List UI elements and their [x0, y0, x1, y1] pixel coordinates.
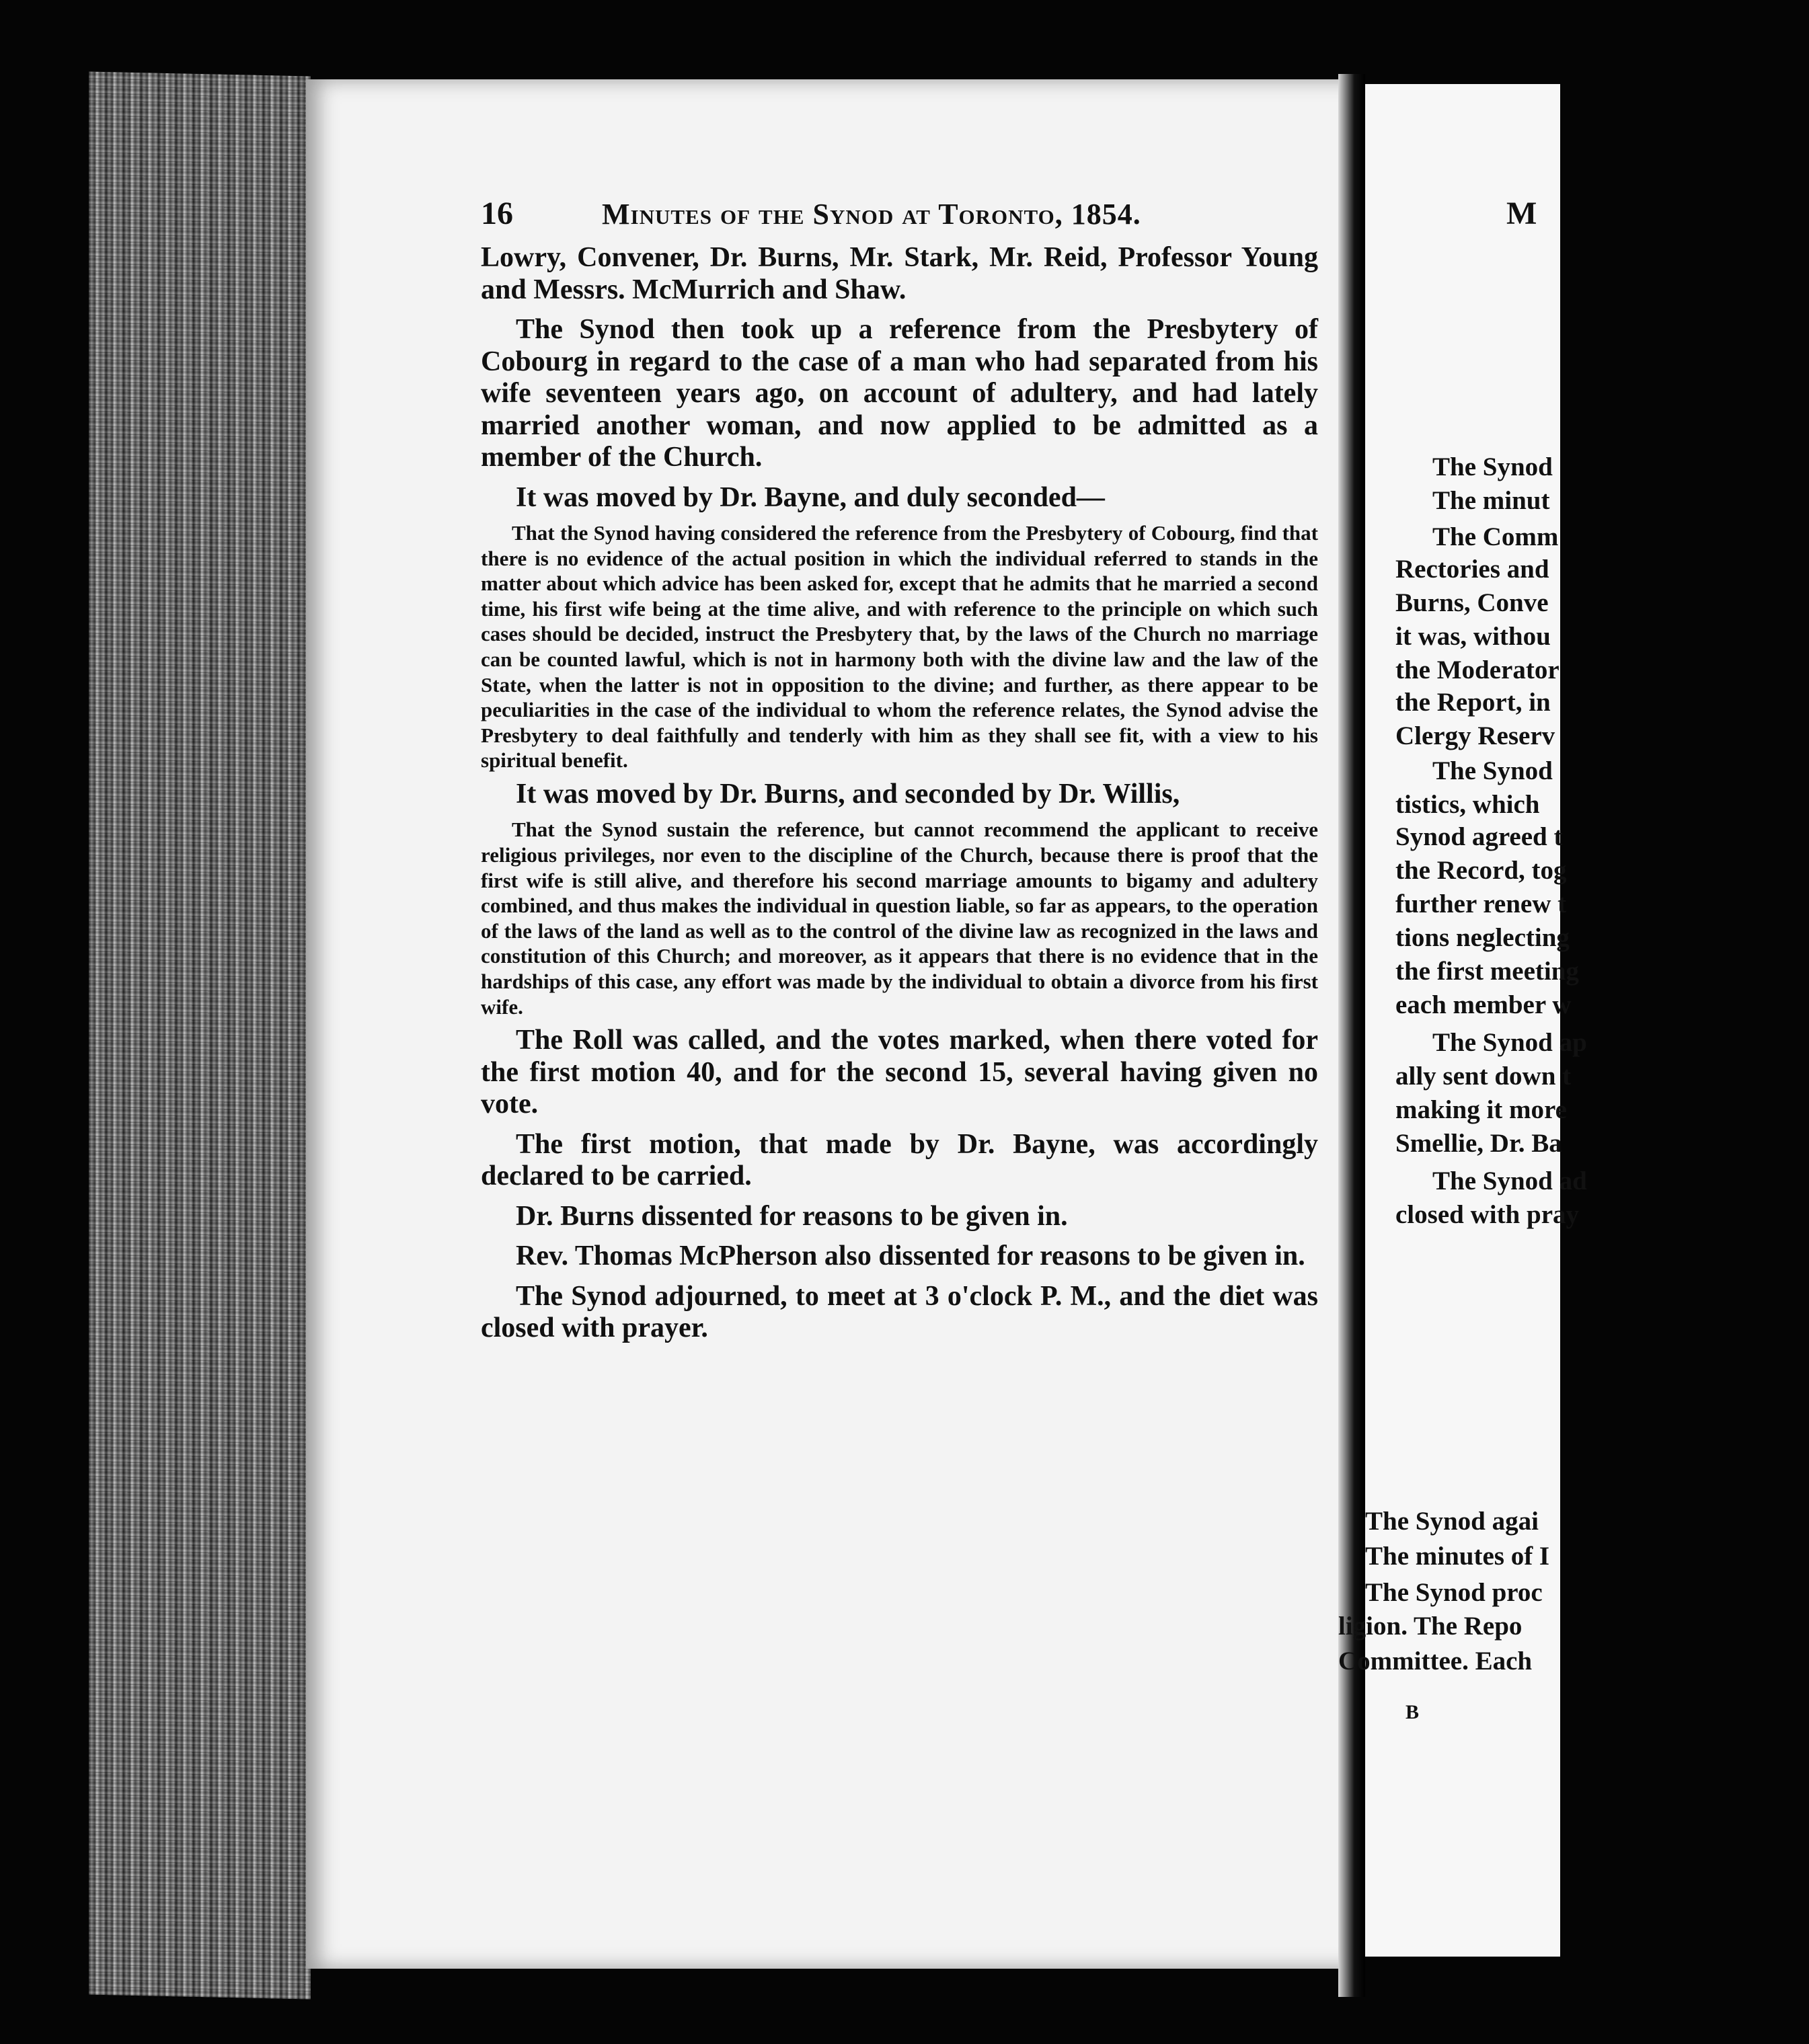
- right-page-line: The minut: [1432, 486, 1550, 515]
- right-page-line: The Synod ad: [1432, 1167, 1587, 1195]
- right-page-line: tistics, which: [1395, 790, 1540, 819]
- paragraph-reference: The Synod then took up a reference from the Presbytery of Cobourg in regard to the case of a man who had separated from his wife seventeen years ago, on account of adultery, and had lately married another woman, and now applied to be admitted as a member of the Church.: [481, 314, 1318, 473]
- paragraph-burns-dissent: Dr. Burns dissented for reasons to be given in.: [516, 1200, 1068, 1232]
- right-page-line: The Synod agai: [1365, 1507, 1539, 1536]
- right-page-line: ligion. The Repo: [1338, 1612, 1523, 1641]
- right-page-line: the Record, tog: [1395, 856, 1567, 885]
- paragraph-motion-bayne: It was moved by Dr. Bayne, and duly seconded—: [516, 481, 1105, 513]
- right-page-line: tions neglecting: [1395, 923, 1570, 952]
- right-page-line: ally sent down t: [1395, 1062, 1572, 1091]
- book-page-edges: [89, 72, 311, 2000]
- right-page-line: further renew t: [1395, 890, 1567, 918]
- right-page-line: The Synod: [1432, 756, 1553, 785]
- paragraph-committee: Lowry, Convener, Dr. Burns, Mr. Stark, Mr. Reid, Professor Young and Messrs. McMurrich and Shaw.: [481, 242, 1318, 305]
- right-page-line: making it more: [1395, 1095, 1567, 1124]
- right-page-line: the Moderator: [1395, 656, 1560, 684]
- right-page-head: M: [1506, 196, 1537, 231]
- right-page-line: Committee. Each: [1338, 1647, 1533, 1676]
- paragraph-mcpherson-dissent: Rev. Thomas McPherson also dissented for reasons to be given in.: [516, 1241, 1305, 1272]
- right-page-line: Clergy Reserv: [1395, 721, 1555, 750]
- running-head: [481, 195, 1318, 235]
- right-page-line: Smellie, Dr. Ba: [1395, 1129, 1562, 1158]
- right-page-line: The Synod ap: [1432, 1028, 1587, 1057]
- right-page-line: The minutes of I: [1365, 1542, 1550, 1571]
- paragraph-roll-call: The Roll was called, and the votes marked, when there voted for the first motion 40, and for the second 15, several having given no vote.: [481, 1025, 1318, 1120]
- right-page-line: Burns, Conve: [1395, 588, 1549, 617]
- paragraph-adjourned: The Synod adjourned, to meet at 3 o'clock P. M., and the diet was closed with prayer.: [481, 1280, 1318, 1344]
- right-page-line: it was, withou: [1395, 622, 1551, 651]
- motion-text-burns: That the Synod sustain the reference, but cannot recommend the applicant to receive religious privileges, nor even to the discipline of the Church, because there is proof that the first wife is still alive, and therefore his second marriage amounts to bigamy and adultery combined, and thus makes the individual in question liable, so far as appears, to the operation of the laws of the land as well as to the control of the divine law as recognized in the laws and constitution of this Church; and moreover, as it appears that there is no evidence that in the hardships of this case, any effort was made by the individual to obtain a divorce from his first wife.: [481, 818, 1318, 1019]
- right-page-line: the Report, in: [1395, 688, 1551, 717]
- signature-mark: B: [1406, 1701, 1420, 1723]
- right-page-line: the first meeting: [1395, 957, 1579, 986]
- right-page-line: The Comm: [1432, 522, 1559, 551]
- book-gutter: [1338, 74, 1365, 1997]
- page-number: 16: [481, 196, 513, 231]
- paragraph-first-motion-carried: The first motion, that made by Dr. Bayne, was accordingly declared to be carried.: [481, 1128, 1318, 1192]
- right-page-line: Synod agreed t: [1395, 822, 1563, 851]
- running-title: Minutes of the Synod at Toronto, 1854.: [602, 198, 1141, 231]
- motion-text-bayne: That the Synod having considered the reference from the Presbytery of Cobourg, find that there is no evidence of the actual position in which the individual referred to stands in the matter about which advice has been asked for, except that he admits that he married a second time, his first wife being at the time alive, and with reference to the principle on which such cases should be decided, instruct the Presbytery that, by the laws of the Church no marriage can be counted lawful, which is not in harmony both with the divine law and the law of the State, when the latter is not in opposition to the divine; and further, as there appear to be peculiarities in the case of the individual to whom the reference relates, the Synod advise the Presbytery to deal faithfully and tenderly with him as they shall see fit, with a view to his spiritual benefit.: [481, 521, 1318, 773]
- right-page-line: Rectories and: [1395, 555, 1549, 584]
- right-page-line: The Synod: [1432, 453, 1553, 481]
- right-page-line: The Synod proc: [1365, 1578, 1543, 1607]
- right-page-line: closed with pray: [1395, 1200, 1579, 1229]
- paragraph-motion-burns: It was moved by Dr. Burns, and seconded by Dr. Willis,: [516, 778, 1180, 810]
- left-page-content: [481, 195, 1318, 1345]
- right-page-line: each member w: [1395, 990, 1572, 1019]
